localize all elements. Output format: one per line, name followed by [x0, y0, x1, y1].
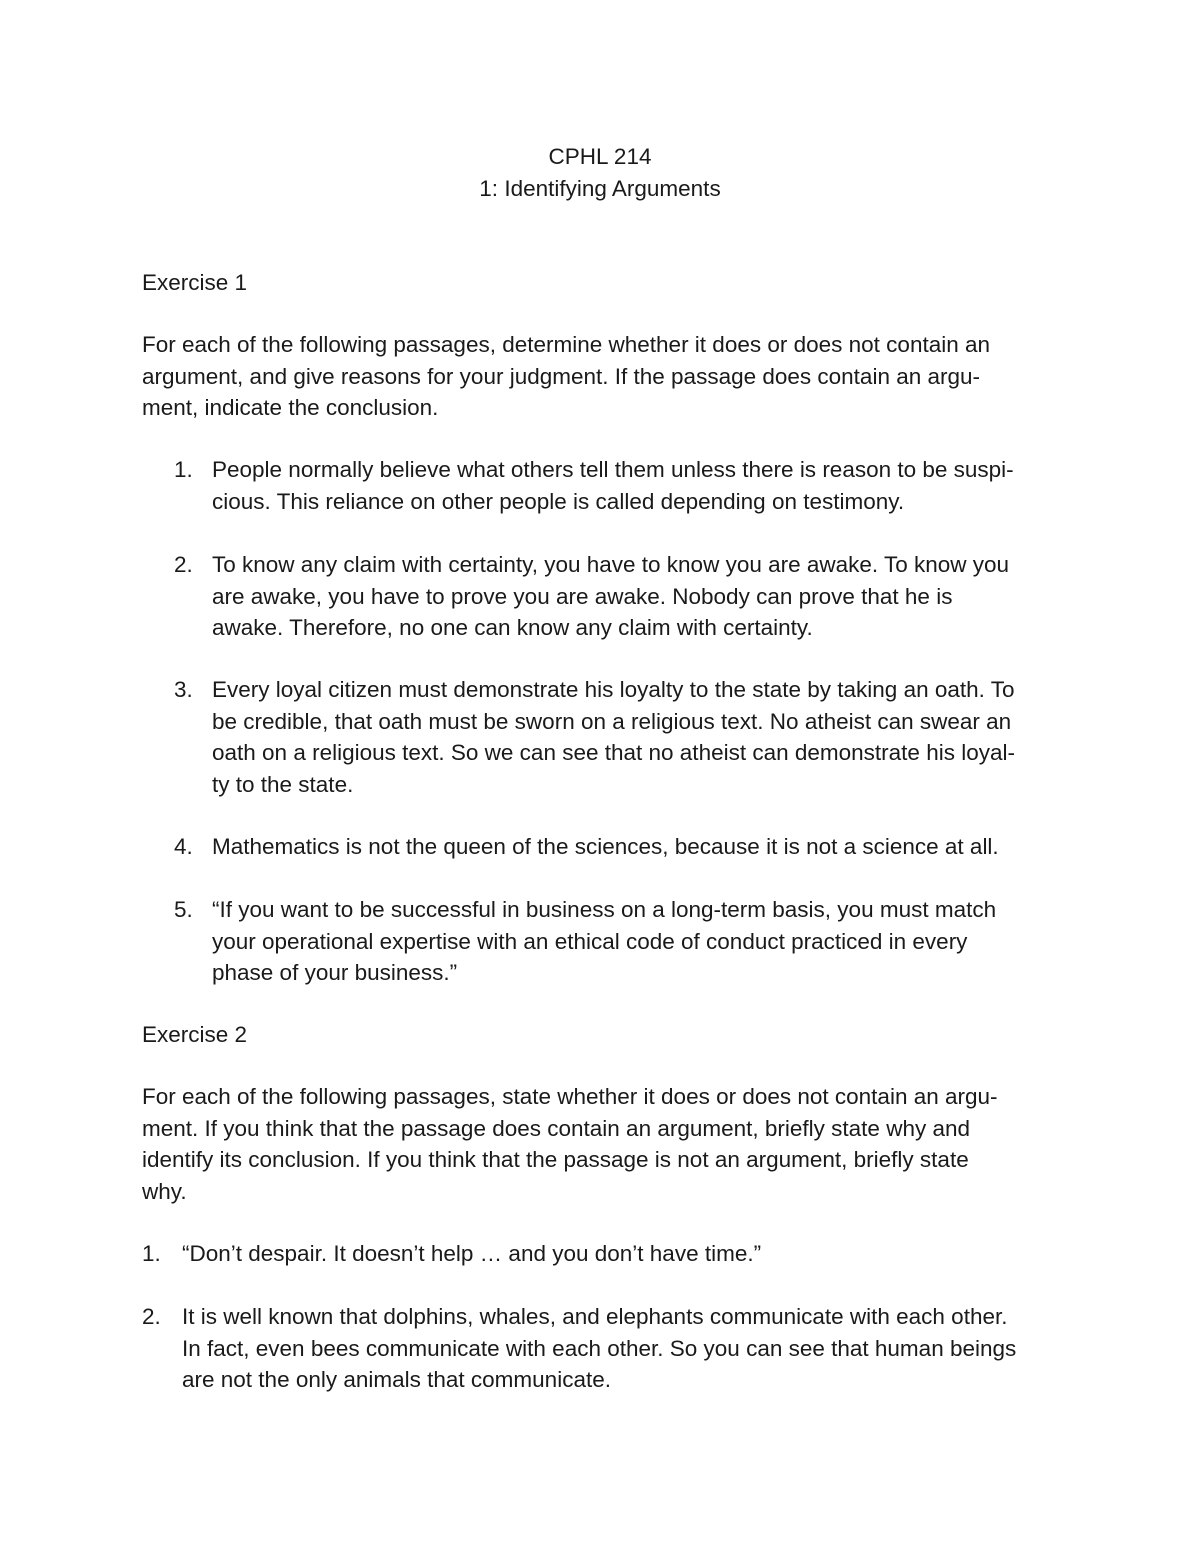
item-line: It is well known that dolphins, whales, and elephants communicate with each other. — [182, 1304, 1008, 1329]
title-block — [0, 141, 1200, 204]
item-line: are not the only animals that communicate. — [182, 1367, 611, 1392]
item-number: 5. — [174, 897, 193, 922]
exercise-1-item — [142, 831, 1072, 863]
item-line: Mathematics is not the queen of the sciences, because it is not a science at all. — [212, 834, 999, 859]
item-line: cious. This reliance on other people is called depending on testimony. — [212, 488, 905, 514]
item-line: ty to the state. — [212, 771, 354, 797]
item-number: 2. — [142, 1304, 161, 1329]
course-code: CPHL 214 — [548, 144, 652, 169]
item-text — [212, 674, 1072, 800]
instruction-line: For each of the following passages, state whether it does or does not contain an argu- — [142, 1084, 998, 1109]
item-line: Every loyal citizen must demonstrate his loyalty to the state by taking an oath. To — [212, 677, 1015, 702]
exercise-1-instructions — [142, 329, 1072, 424]
item-text — [182, 1238, 1072, 1270]
item-text — [212, 454, 1072, 517]
item-line: are awake, you have to prove you are awake. Nobody can prove that he is — [212, 583, 953, 609]
instruction-line: ment. If you think that the passage does contain an argument, briefly state why and — [142, 1115, 970, 1141]
instruction-line: For each of the following passages, determine whether it does or does not contain an — [142, 332, 991, 357]
instruction-line: identify its conclusion. If you think that the passage is not an argument, briefly state — [142, 1147, 969, 1172]
item-number: 2. — [174, 552, 193, 577]
exercise-1-item — [142, 454, 1072, 517]
item-line: In fact, even bees communicate with each other. So you can see that human beings — [182, 1335, 1017, 1361]
exercise-2-heading: Exercise 2 — [142, 1022, 248, 1047]
instruction-line: ment, indicate the conclusion. — [142, 395, 439, 420]
exercise-1-heading: Exercise 1 — [142, 270, 248, 295]
item-text — [212, 831, 1072, 863]
exercise-1-item — [142, 674, 1072, 800]
item-line: your operational expertise with an ethical code of conduct practiced in every — [212, 928, 968, 954]
instruction-line: why. — [142, 1178, 187, 1204]
item-text — [182, 1301, 1072, 1396]
item-text — [212, 894, 1072, 989]
document-subtitle: 1: Identifying Arguments — [479, 175, 721, 201]
item-line: “Don’t despair. It doesn’t help … and you don’t have time.” — [182, 1241, 762, 1266]
item-number: 1. — [142, 1241, 161, 1266]
item-number: 4. — [174, 834, 193, 859]
item-text — [212, 549, 1072, 644]
item-number: 3. — [174, 677, 193, 702]
item-line: To know any claim with certainty, you have to know you are awake. To know you — [212, 552, 1010, 577]
instruction-line: argument, and give reasons for your judgment. If the passage does contain an argu- — [142, 363, 981, 389]
exercise-1-item — [142, 894, 1072, 989]
item-line: “If you want to be successful in business on a long-term basis, you must match — [212, 897, 997, 922]
exercise-1-item — [142, 549, 1072, 644]
item-line: be credible, that oath must be sworn on a religious text. No atheist can swear an — [212, 708, 1012, 734]
item-line: People normally believe what others tell them unless there is reason to be suspi- — [212, 457, 1014, 482]
item-line: awake. Therefore, no one can know any claim with certainty. — [212, 615, 813, 640]
exercise-2-item — [142, 1238, 1072, 1270]
item-line: oath on a religious text. So we can see that no atheist can demonstrate his loyal- — [212, 740, 1015, 765]
item-number: 1. — [174, 457, 193, 482]
exercise-2-item — [142, 1301, 1072, 1396]
item-line: phase of your business.” — [212, 960, 458, 985]
exercise-2-instructions — [142, 1081, 1072, 1207]
